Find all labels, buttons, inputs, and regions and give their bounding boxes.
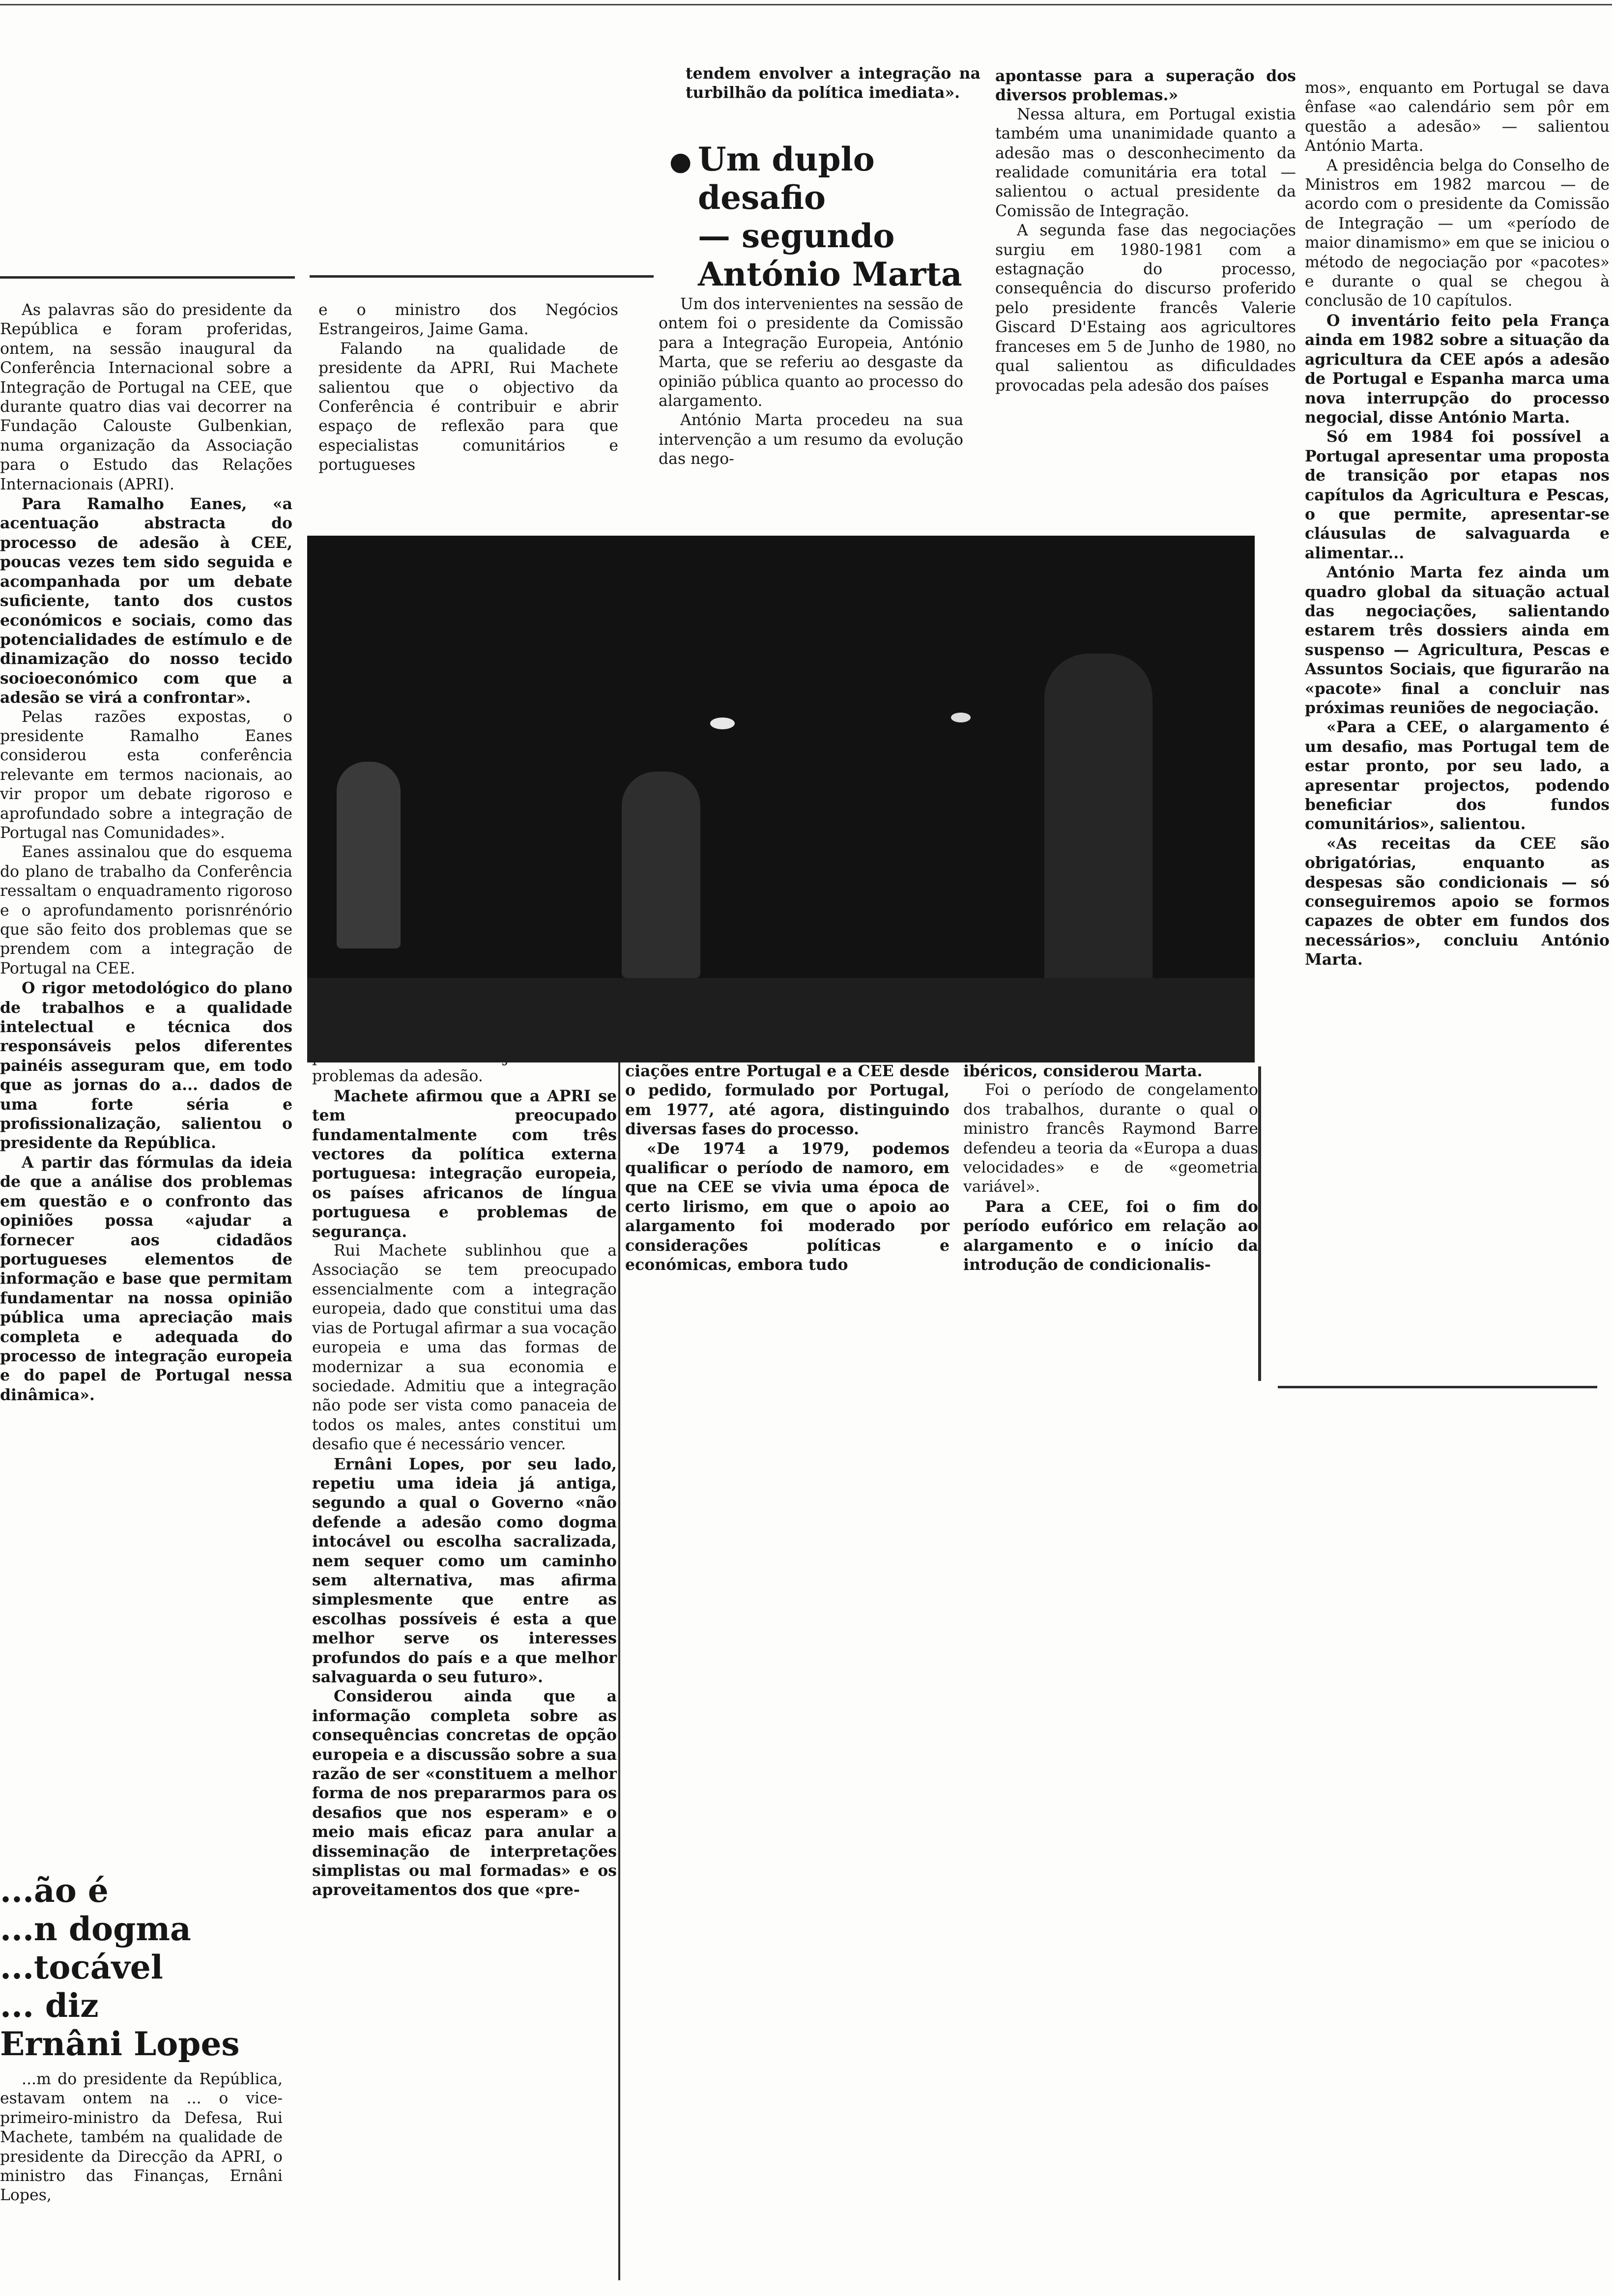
paragraph: Foi o período de congelamento dos trabalhos, durante o qual o ministro francês Raymond Barre defendeu a teoria da «Europa a duas velocidades» e de «geometria variável». bbox=[963, 1081, 1258, 1196]
paragraph: Falando na qualidade de presidente da APRI, Rui Machete salientou que o objectivo da Conferência é contribuir e abrir espaço de reflexão para que especialistas comunitários e portugueses bbox=[318, 340, 618, 474]
headline-line: ...ão é bbox=[0, 1871, 109, 1910]
headline-line: ...n dogma bbox=[0, 1910, 191, 1948]
paragraph: A segunda fase das negociações surgiu em 1980-1981 com a estagnação do processo, consequência do discurso proferido pelo presidente francês Valerie Giscard D'Estaing aos agricultores franceses em 5 de Junho de 1980, no qual salientou as dificuldades provocadas pela adesão dos países bbox=[995, 222, 1296, 395]
paragraph: Considerou ainda que a informação completa sobre as consequências concretas de opção europeia e a discussão sobre a sua razão de ser «constituem a melhor forma de nos prepararmos para os desafios que nos esperam» e o meio mais eficaz para anular a disseminação de interpretações simplistas ou mal formadas» e os aproveitamentos dos que «pre- bbox=[312, 1687, 617, 1899]
column-c-top bbox=[686, 64, 980, 103]
paragraph: ciações entre Portugal e a CEE desde o pedido, formulado por Portugal, em 1977, até agora, distinguindo diversas fases do processo. bbox=[625, 1062, 950, 1139]
paragraph: mos», enquanto em Portugal se dava ênfase «ao calendário sem pôr em questão a adesão» — salientou António Marta. bbox=[1305, 79, 1610, 155]
paragraph: Rui Machete sublinhou que a Associação se tem preocupado essencialmente com a integração europeia, dado que constitui uma das vias de Portugal afirmar a sua vocação europeia e uma das formas de modernizar a sua economia e sociedade. Admitiu que a integração não pode ser vista como panaceia de todos os males, antes constitui um desafio que é necessário vencer. bbox=[312, 1242, 617, 1454]
paragraph: «De 1974 a 1979, podemos qualificar o período de namoro, em que na CEE se vivia uma época de certo lirismo, em que o apoio ao alargamento foi moderado por considerações políticas e económicas, embora tudo bbox=[625, 1139, 950, 1274]
column-d-lower bbox=[963, 1062, 1258, 1274]
paragraph: e o ministro dos Negócios Estrangeiros, Jaime Gama. bbox=[318, 301, 618, 339]
paragraph: Para Ramalho Eanes, «a acentuação abstracta do processo de adesão à CEE, poucas vezes tem sido seguida e acompanhada por um debate suficiente, tanto dos custos económicos e sociais, como das potencialidades de estímulo e de dinamização do nosso tecido socioeconómico com que a adesão se virá a confrontar». bbox=[0, 495, 292, 707]
paragraph: Pelas razões expostas, o presidente Ramalho Eanes considerou esta conferência relevante em termos nacionais, ao vir propor um debate rigoroso e aprofundado sobre a integração de Portugal nas Comunidades». bbox=[0, 708, 292, 842]
paragraph: A presidência belga do Conselho de Ministros em 1982 marcou — de acordo com o presidente da Comissão de Integração — um «período de maior dinamismo» em que se iniciou o método de negociação por «pacotes» e durante o qual se chegou à conclusão de 10 capítulos. bbox=[1305, 156, 1610, 310]
paragraph: Ernâni Lopes, por seu lado, repetiu uma ideia já antiga, segundo a qual o Governo «não defende a adesão como dogma intocável ou escolha sacralizada, nem sequer como um caminho sem alternativa, mas afirma simplesmente que entre as escolhas possíveis é esta a que melhor serve os interesses profundos do país e a que melhor salvaguarda o seu futuro». bbox=[312, 1455, 617, 1686]
press-photo bbox=[307, 536, 1255, 1062]
paragraph: Machete afirmou que a APRI se tem preocupado fundamentalmente com três vectores da política externa portuguesa: integração europeia, os países africanos de língua portuguesa e problemas de segurança. bbox=[312, 1087, 617, 1241]
paragraph: Eanes assinalou que do esquema do plano de trabalho da Conferência ressaltam o enquadramento rigoroso e o aprofundamento porisnrénório que são feito dos problemas que se prendem com a integração de Portugal na CEE. bbox=[0, 843, 292, 977]
headline-line: António Marta bbox=[698, 255, 962, 293]
left-clip-rule-b bbox=[310, 275, 654, 278]
photo-figure bbox=[337, 762, 401, 948]
headline-line: — segundo bbox=[698, 217, 895, 255]
column-c-lower bbox=[625, 1062, 950, 1274]
paragraph: A partir das fórmulas da ideia de que a análise dos problemas em questão e o confronto das opiniões possa «ajudar a fornecer aos cidadãos portugueses elementos de informação e base que permitam fundamentar na nossa opinião pública uma apreciação mais completa e adequada do processo de integração europeia e do papel de Portugal nessa dinâmica». bbox=[0, 1153, 292, 1404]
column-b-lower bbox=[312, 1048, 617, 1900]
headline-line: ... diz bbox=[0, 1986, 99, 2025]
clip-edge bbox=[1258, 1066, 1261, 1381]
clip-edge bbox=[1278, 1386, 1597, 1388]
paragraph: ibéricos, considerou Marta. bbox=[963, 1062, 1203, 1080]
column-a-bottom bbox=[0, 2070, 283, 2206]
paragraph: Só em 1984 foi possível a Portugal apresentar uma proposta de transição por etapas nos capítulos da Agricultura e Pescas, o que permite, apresentar-se cláusulas de salvaguarda e alimentar... bbox=[1305, 428, 1610, 562]
headline-line: Ernâni Lopes bbox=[0, 2025, 240, 2063]
photo-light bbox=[710, 718, 735, 729]
paragraph: problemas da adesão. bbox=[312, 1067, 483, 1086]
headline-line: ...tocável bbox=[0, 1948, 163, 1986]
top-rule bbox=[0, 4, 1612, 5]
headline-line: Um duplo bbox=[698, 140, 875, 178]
column-e bbox=[1305, 79, 1610, 970]
paragraph: António Marta procedeu na sua intervenção a um resumo da evolução das nego- bbox=[659, 411, 963, 468]
column-b bbox=[318, 301, 618, 475]
photo-figure bbox=[1044, 654, 1152, 1007]
clip-edge bbox=[618, 1057, 620, 2280]
paragraph: «Para a CEE, o alargamento é um desafio, mas Portugal tem de estar pronto, por seu lado, a apresentar projectos, podendo beneficiar dos fundos comunitários», salientou. bbox=[1305, 718, 1610, 833]
photo-light bbox=[951, 713, 971, 722]
paragraph: Para a CEE, foi o fim do período eufórico em relação ao alargamento e o início da introdução de condicionalis- bbox=[963, 1197, 1258, 1274]
paragraph: «As receitas da CEE são obrigatórias, enquanto as despesas são condicionais — só conseguiremos apoio se formos capazes de obter em fundos dos necessários», concluiu António Marta. bbox=[1305, 834, 1610, 969]
paragraph: António Marta fez ainda um quadro global da situação actual das negociações, salientando estarem três dossiers ainda em suspenso — Agricultura, Pescas e Assuntos Sociais, que figurarão na «pacote» final a concluir nas próximas reuniões de negociação. bbox=[1305, 563, 1610, 717]
column-a bbox=[0, 301, 292, 1405]
column-d bbox=[995, 66, 1296, 396]
paragraph: Um dos intervenientes na sessão de ontem foi o presidente da Comissão para a Integração Europeia, António Marta, que se referiu ao desgaste da opinião pública quanto ao processo do alargamento. bbox=[659, 295, 963, 410]
left-clip-rule bbox=[0, 276, 295, 279]
photo-table bbox=[307, 978, 1255, 1062]
paragraph: O rigor metodológico do plano de trabalhos e a qualidade intelectual e técnica dos responsáveis pelos diferentes painéis asseguram que, em todo que as jornas do a... dados de uma forte séria e profissionalização, salientou o presidente da República. bbox=[0, 979, 292, 1152]
paragraph: O inventário feito pela França ainda em 1982 sobre a situação da agricultura da CEE após a adesão de Portugal e Espanha marca uma nova interrupção do processo negocial, disse António Marta. bbox=[1305, 311, 1610, 427]
paragraph: tendem envolver a integração na turbilhão da política imediata». bbox=[686, 64, 980, 102]
bullet-icon: ● bbox=[669, 146, 692, 176]
column-c bbox=[659, 295, 963, 469]
headline-line: desafio bbox=[698, 178, 826, 217]
photo-figure bbox=[622, 772, 700, 978]
paragraph: Nessa altura, em Portugal existia também uma unanimidade quanto a adesão mas o desconhecimento da realidade comunitária era total — salientou o actual presidente da Comissão de Integração. bbox=[995, 105, 1296, 220]
paragraph: ...m do presidente da República, estavam ontem na ... o vice-primeiro-ministro da Defesa, Rui Machete, também na qualidade de presidente da Direcção da APRI, o ministro das Finanças, Ernâni Lopes, bbox=[0, 2070, 283, 2205]
paragraph: As palavras são do presidente da República e foram proferidas, ontem, na sessão inaugural da Conferência Internacional sobre a Integração de Portugal na CEE, que durante quatro dias vai decorrer na Fundação Calouste Gulbenkian, numa organização da Associação para o Estudo das Relações Internacionais (APRI). bbox=[0, 301, 292, 493]
paragraph: apontasse para a superação dos diversos problemas.» bbox=[995, 67, 1296, 105]
